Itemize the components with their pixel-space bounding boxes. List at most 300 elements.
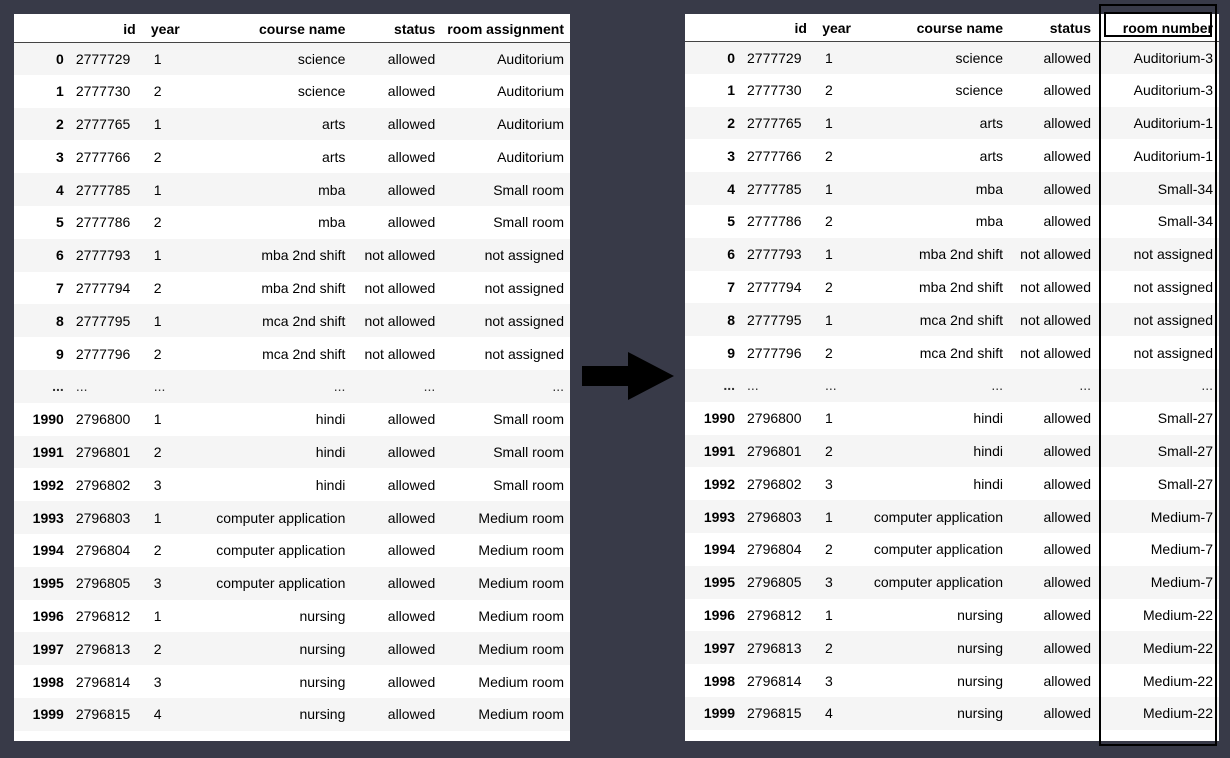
id-cell: 2777765 [75, 115, 131, 132]
index-cell: 1991 [32, 443, 64, 460]
year-cell: 3 [153, 575, 162, 592]
course-name-cell: hindi [973, 475, 1003, 492]
year-cell: 4 [153, 706, 162, 723]
index-cell: 1994 [703, 541, 735, 558]
status-cell: not allowed [1020, 344, 1091, 361]
year-cell: ... [825, 377, 837, 394]
id-cell: 2777729 [75, 50, 131, 67]
id-cell: 2796801 [75, 443, 131, 460]
id-cell: 2777785 [747, 180, 802, 197]
table-row [14, 468, 570, 501]
year-cell: ... [153, 378, 166, 395]
course-name-cell: hindi [973, 442, 1003, 459]
year-cell: 1 [825, 606, 833, 623]
course-name-cell: mba 2nd shift [918, 278, 1003, 295]
year-cell: 1 [825, 114, 833, 131]
course-name-cell: science [297, 83, 346, 100]
index-cell: 1997 [703, 639, 735, 656]
id-cell: ... [75, 378, 88, 395]
course-name-cell: computer application [216, 542, 346, 559]
room-cell: Small-27 [1157, 475, 1213, 492]
column-header-status: status [1009, 15, 1097, 41]
course-name-cell: science [955, 82, 1003, 99]
original-dataframe-panel [14, 14, 570, 741]
room-cell: not assigned [484, 312, 564, 329]
table-row [14, 272, 570, 305]
index-cell: 1990 [32, 411, 64, 428]
table-row [14, 632, 570, 665]
course-name-cell: nursing [957, 705, 1003, 722]
status-cell: allowed [1043, 213, 1091, 230]
id-cell: 2777794 [75, 279, 131, 296]
index-cell: 2 [727, 114, 735, 131]
id-cell: 2777794 [747, 278, 802, 295]
original-dataframe-table [14, 16, 570, 731]
year-cell: 1 [153, 312, 162, 329]
id-cell: 2796802 [747, 475, 802, 492]
id-cell: 2796803 [747, 508, 802, 525]
year-cell: 2 [825, 639, 833, 656]
index-cell: 1 [727, 82, 735, 99]
status-cell: allowed [1043, 147, 1091, 164]
id-cell: 2777766 [75, 148, 131, 165]
status-cell: not allowed [364, 279, 436, 296]
status-cell: allowed [387, 411, 436, 428]
course-name-cell: nursing [299, 607, 346, 624]
id-cell: 2796802 [75, 476, 131, 493]
table-row [685, 139, 1219, 172]
index-cell: 1998 [32, 673, 64, 690]
table-row [685, 74, 1219, 107]
index-cell: 1993 [32, 509, 64, 526]
index-cell: 4 [727, 180, 735, 197]
column-header-id: id [741, 15, 813, 41]
index-cell: 6 [56, 247, 64, 264]
table-row [14, 173, 570, 206]
column-header-room: room number [1097, 15, 1219, 41]
year-cell: 1 [153, 607, 162, 624]
status-cell: not allowed [364, 312, 436, 329]
room-cell: ... [552, 378, 564, 395]
table-row [14, 501, 570, 534]
room-cell: not assigned [1133, 246, 1213, 263]
status-cell: allowed [1043, 574, 1091, 591]
year-cell: 3 [153, 673, 162, 690]
table-row [685, 566, 1219, 599]
year-cell: 1 [825, 311, 833, 328]
index-cell: 1995 [703, 574, 735, 591]
id-cell: 2777793 [747, 246, 802, 263]
id-cell: 2796815 [747, 705, 802, 722]
course-name-cell: computer application [873, 541, 1003, 558]
year-cell: 3 [825, 672, 833, 689]
table-row [685, 435, 1219, 468]
id-cell: 2777786 [747, 213, 802, 230]
status-cell: allowed [1043, 508, 1091, 525]
index-cell: ... [52, 378, 64, 395]
id-cell: 2777765 [747, 114, 802, 131]
index-cell: 4 [56, 181, 64, 198]
year-cell: 3 [825, 574, 833, 591]
status-cell: allowed [1043, 475, 1091, 492]
room-cell: Auditorium [497, 115, 564, 132]
index-cell: 1990 [703, 410, 735, 427]
index-cell: 0 [727, 49, 735, 66]
id-cell: 2777795 [75, 312, 131, 329]
status-cell: allowed [387, 607, 436, 624]
course-name-cell: computer application [216, 575, 346, 592]
status-cell: not allowed [1020, 246, 1091, 263]
year-cell: 2 [153, 640, 162, 657]
index-cell: 8 [56, 312, 64, 329]
table-row [14, 403, 570, 436]
arrow-right-icon [582, 352, 674, 400]
course-name-cell: nursing [299, 673, 346, 690]
year-cell: 1 [825, 508, 833, 525]
table-row [685, 238, 1219, 271]
room-cell: not assigned [1133, 344, 1213, 361]
id-cell: 2777730 [747, 82, 802, 99]
year-cell: 1 [825, 180, 833, 197]
course-name-cell: hindi [315, 411, 346, 428]
course-name-cell: mca 2nd shift [262, 345, 346, 362]
index-cell: 9 [727, 344, 735, 361]
id-cell: 2796805 [75, 575, 131, 592]
status-cell: allowed [387, 443, 436, 460]
table-row [14, 75, 570, 108]
status-cell: allowed [1043, 82, 1091, 99]
year-cell: 1 [153, 509, 162, 526]
status-cell: allowed [1043, 442, 1091, 459]
year-cell: 2 [153, 214, 162, 231]
course-name-cell: mca 2nd shift [919, 311, 1003, 328]
course-name-cell: nursing [299, 640, 346, 657]
year-cell: 2 [153, 443, 162, 460]
status-cell: allowed [1043, 180, 1091, 197]
id-cell: 2796813 [75, 640, 131, 657]
year-cell: 2 [825, 278, 833, 295]
room-cell: Auditorium [497, 50, 564, 67]
room-cell: Auditorium-3 [1133, 49, 1213, 66]
status-cell: allowed [1043, 639, 1091, 656]
id-cell: 2777793 [75, 247, 131, 264]
id-cell: 2777729 [747, 49, 802, 66]
id-cell: 2777766 [747, 147, 802, 164]
course-name-cell: hindi [315, 476, 346, 493]
transformed-dataframe-panel [685, 14, 1219, 741]
course-name-cell: nursing [299, 706, 346, 723]
course-name-cell: nursing [957, 639, 1003, 656]
id-cell: 2796805 [747, 574, 802, 591]
table-row [685, 631, 1219, 664]
table-row [14, 108, 570, 141]
table-row [14, 567, 570, 600]
year-cell: 1 [153, 247, 162, 264]
course-name-cell: mca 2nd shift [262, 312, 346, 329]
index-cell: ... [723, 377, 735, 394]
course-name-cell: mba [975, 213, 1003, 230]
id-cell: 2796815 [75, 706, 131, 723]
course-name-cell: nursing [957, 672, 1003, 689]
year-cell: 2 [153, 148, 162, 165]
index-cell: 8 [727, 311, 735, 328]
course-name-cell: science [297, 50, 346, 67]
course-name-cell: mba 2nd shift [918, 246, 1003, 263]
year-cell: 2 [825, 442, 833, 459]
table-row [685, 697, 1219, 730]
room-cell: Auditorium [497, 83, 564, 100]
course-name-cell: mca 2nd shift [919, 344, 1003, 361]
course-name-cell: ... [991, 377, 1003, 394]
index-cell: 2 [56, 115, 64, 132]
room-cell: Small room [493, 411, 564, 428]
id-cell: 2796803 [75, 509, 131, 526]
status-cell: allowed [387, 640, 436, 657]
course-name-cell: hindi [315, 443, 346, 460]
room-cell: Auditorium-3 [1133, 82, 1213, 99]
room-cell: Small room [493, 443, 564, 460]
year-cell: 2 [153, 345, 162, 362]
room-cell: Small room [493, 476, 564, 493]
status-cell: not allowed [1020, 278, 1091, 295]
index-cell: 1992 [32, 476, 64, 493]
year-cell: 1 [153, 181, 162, 198]
course-name-cell: ... [333, 378, 346, 395]
room-cell: Small-27 [1157, 442, 1213, 459]
room-cell: Medium-7 [1150, 541, 1213, 558]
table-row [685, 664, 1219, 697]
id-cell: 2777785 [75, 181, 131, 198]
course-name-cell: hindi [973, 410, 1003, 427]
id-cell: 2777730 [75, 83, 131, 100]
table-row [685, 533, 1219, 566]
table-row [685, 467, 1219, 500]
course-name-cell: computer application [873, 574, 1003, 591]
status-cell: allowed [387, 706, 436, 723]
course-name-cell: computer application [216, 509, 346, 526]
id-cell: 2777796 [747, 344, 802, 361]
status-cell: allowed [387, 509, 436, 526]
id-cell: 2796812 [75, 607, 131, 624]
index-cell: 3 [727, 147, 735, 164]
column-header-room: room assignment [441, 16, 570, 42]
id-cell: 2796812 [747, 606, 802, 623]
year-cell: 2 [153, 279, 162, 296]
table-row [14, 304, 570, 337]
room-cell: Small-34 [1157, 213, 1213, 230]
table-row [14, 370, 570, 403]
year-cell: 2 [825, 344, 833, 361]
index-cell: 1 [56, 83, 64, 100]
id-cell: 2796804 [75, 542, 131, 559]
id-cell: 2796800 [747, 410, 802, 427]
room-cell: ... [1201, 377, 1213, 394]
column-header-course-name: course name [186, 16, 352, 42]
index-cell: 3 [56, 148, 64, 165]
index-cell: 1994 [32, 542, 64, 559]
course-name-cell: arts [979, 114, 1003, 131]
room-cell: Medium-22 [1142, 705, 1213, 722]
room-cell: Medium-22 [1142, 639, 1213, 656]
year-cell: 2 [825, 147, 833, 164]
room-cell: not assigned [484, 345, 564, 362]
table-row [685, 402, 1219, 435]
column-header-year: year [142, 16, 186, 42]
table-row [14, 436, 570, 469]
course-name-cell: mba 2nd shift [261, 247, 346, 264]
year-cell: 2 [153, 83, 162, 100]
column-header-id: id [70, 16, 142, 42]
table-row [14, 665, 570, 698]
index-cell: 7 [727, 278, 735, 295]
room-cell: Auditorium [497, 148, 564, 165]
course-name-cell: mba [318, 214, 346, 231]
table-row [14, 600, 570, 633]
table-row [685, 303, 1219, 336]
year-cell: 3 [825, 475, 833, 492]
status-cell: allowed [387, 476, 436, 493]
status-cell: allowed [387, 673, 436, 690]
room-cell: Medium-22 [1142, 606, 1213, 623]
room-cell: Medium room [478, 706, 564, 723]
id-cell: 2777795 [747, 311, 802, 328]
room-cell: Medium room [478, 575, 564, 592]
room-cell: Medium room [478, 640, 564, 657]
table-row [14, 698, 570, 731]
room-cell: Small room [493, 214, 564, 231]
table-row [685, 205, 1219, 238]
status-cell: allowed [1043, 541, 1091, 558]
status-cell: allowed [387, 148, 436, 165]
table-row [14, 42, 570, 75]
id-cell: 2796800 [75, 411, 131, 428]
status-cell: allowed [387, 575, 436, 592]
year-cell: 2 [825, 541, 833, 558]
room-cell: Medium room [478, 542, 564, 559]
room-cell: not assigned [484, 247, 564, 264]
table-row [685, 369, 1219, 402]
status-cell: not allowed [364, 247, 436, 264]
room-cell: not assigned [1133, 311, 1213, 328]
column-header-index [14, 16, 70, 42]
table-row [685, 336, 1219, 369]
index-cell: 1996 [703, 606, 735, 623]
status-cell: allowed [1043, 410, 1091, 427]
id-cell: 2796814 [747, 672, 802, 689]
index-cell: 0 [56, 50, 64, 67]
status-cell: allowed [1043, 606, 1091, 623]
year-cell: 2 [825, 82, 833, 99]
room-cell: not assigned [1133, 278, 1213, 295]
course-name-cell: arts [322, 115, 346, 132]
room-cell: Medium-22 [1142, 672, 1213, 689]
status-cell: not allowed [1020, 311, 1091, 328]
table-row [685, 172, 1219, 205]
index-cell: 9 [56, 345, 64, 362]
status-cell: allowed [387, 181, 436, 198]
room-cell: Auditorium-1 [1133, 114, 1213, 131]
table-row [685, 500, 1219, 533]
index-cell: 1992 [703, 475, 735, 492]
room-cell: Medium-7 [1150, 508, 1213, 525]
table-header [685, 15, 1219, 41]
course-name-cell: arts [979, 147, 1003, 164]
table-row [14, 206, 570, 239]
status-cell: allowed [1043, 672, 1091, 689]
id-cell: 2796813 [747, 639, 802, 656]
table-row [14, 239, 570, 272]
index-cell: 1998 [703, 672, 735, 689]
id-cell: 2777786 [75, 214, 131, 231]
index-cell: 1995 [32, 575, 64, 592]
room-cell: Small room [493, 181, 564, 198]
index-cell: 1996 [32, 607, 64, 624]
status-cell: allowed [387, 83, 436, 100]
status-cell: ... [1079, 377, 1091, 394]
year-cell: 1 [825, 49, 833, 66]
table-row [685, 107, 1219, 140]
index-cell: 5 [727, 213, 735, 230]
course-name-cell: science [955, 49, 1003, 66]
id-cell: ... [747, 377, 759, 394]
column-header-year: year [813, 15, 857, 41]
status-cell: ... [423, 378, 436, 395]
room-cell: Small-34 [1157, 180, 1213, 197]
status-cell: allowed [387, 115, 436, 132]
index-cell: 1991 [703, 442, 735, 459]
room-cell: Auditorium-1 [1133, 147, 1213, 164]
room-cell: Medium-7 [1150, 574, 1213, 591]
id-cell: 2796814 [75, 673, 131, 690]
status-cell: allowed [1043, 705, 1091, 722]
status-cell: not allowed [364, 345, 436, 362]
table-row [685, 271, 1219, 304]
room-cell: Medium room [478, 509, 564, 526]
course-name-cell: computer application [873, 508, 1003, 525]
index-cell: 1999 [703, 705, 735, 722]
course-name-cell: nursing [957, 606, 1003, 623]
course-name-cell: mba [318, 181, 346, 198]
column-header-course-name: course name [857, 15, 1009, 41]
status-cell: allowed [387, 214, 436, 231]
table-row [685, 41, 1219, 74]
course-name-cell: mba [975, 180, 1003, 197]
year-cell: 4 [825, 705, 833, 722]
room-cell: Medium room [478, 673, 564, 690]
table-row [14, 534, 570, 567]
column-header-status: status [351, 16, 441, 42]
room-cell: Small-27 [1157, 410, 1213, 427]
year-cell: 3 [153, 476, 162, 493]
room-cell: not assigned [484, 279, 564, 296]
status-cell: allowed [387, 50, 436, 67]
index-cell: 7 [56, 279, 64, 296]
year-cell: 2 [153, 542, 162, 559]
status-cell: allowed [387, 542, 436, 559]
year-cell: 1 [153, 50, 162, 67]
table-header [14, 16, 570, 42]
column-header-index [685, 15, 741, 41]
table-row [685, 599, 1219, 632]
index-cell: 5 [56, 214, 64, 231]
index-cell: 1997 [32, 640, 64, 657]
course-name-cell: arts [322, 148, 346, 165]
year-cell: 1 [153, 115, 162, 132]
room-cell: Medium room [478, 607, 564, 624]
index-cell: 6 [727, 246, 735, 263]
transformed-dataframe-table [685, 15, 1219, 730]
year-cell: 2 [825, 213, 833, 230]
